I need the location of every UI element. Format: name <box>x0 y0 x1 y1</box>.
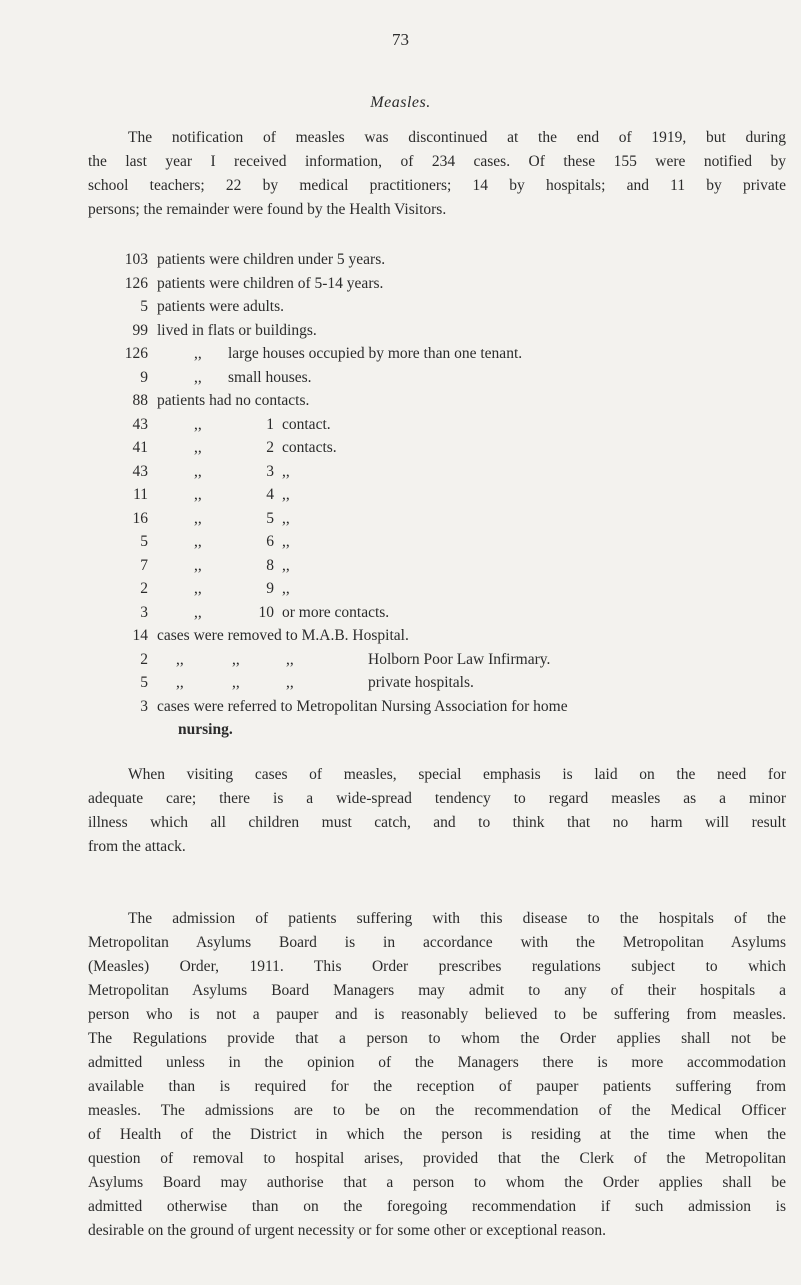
stat-count: 43 <box>132 415 148 433</box>
admission-line: Metropolitan Asylums Board Managers may admit to any of their hospitals a <box>88 982 786 999</box>
stat-text: ,, <box>282 580 290 597</box>
contact-count: 2 <box>266 439 274 456</box>
stat-count: 2 <box>140 580 148 597</box>
stat-count: 88 <box>132 392 148 409</box>
visiting-line: from the attack. <box>88 838 186 855</box>
visiting-line: illness which all children must catch, and to think that no harm will result <box>88 814 786 831</box>
stat-text: contacts. <box>282 439 337 456</box>
admission-line: admitted unless in the opinion of the Managers there is more accommodation <box>88 1054 786 1071</box>
ditto-mark: ,, <box>176 650 184 668</box>
stat-row <box>0 695 801 719</box>
admission-line: desirable on the ground of urgent necessity or for some other or exceptional reason. <box>88 1222 606 1239</box>
stat-text: ,, <box>282 533 290 550</box>
stat-count: 5 <box>140 298 148 315</box>
stat-count: 126 <box>124 274 148 292</box>
contact-count: 5 <box>266 509 274 527</box>
stat-row <box>0 272 801 296</box>
admission-line: Metropolitan Asylums Board is in accordance with the Metropolitan Asylums <box>88 934 786 951</box>
stat-row <box>0 248 801 272</box>
stat-row <box>0 389 801 413</box>
stat-text: patients were children under 5 years. <box>157 251 386 268</box>
stat-count: 9 <box>140 368 148 386</box>
stat-count: 41 <box>132 439 148 456</box>
contact-count: 4 <box>266 486 274 503</box>
stat-row <box>0 413 801 437</box>
stat-text: patients were children of 5-14 years. <box>157 274 384 292</box>
stat-count: 5 <box>140 533 148 550</box>
admission-line: The Regulations provide that a person to whom the Order applies shall not be <box>88 1030 786 1047</box>
stat-count: 5 <box>140 674 148 691</box>
stat-count: 7 <box>140 556 148 574</box>
stat-row <box>0 648 801 672</box>
stat-count: 3 <box>140 697 148 715</box>
admission-line: measles. The admissions are to be on the recommendation of the Medical Officer <box>88 1102 786 1119</box>
stat-text: patients had no contacts. <box>157 392 310 409</box>
admission-line: Asylums Board may authorise that a person to whom the Order applies shall be <box>88 1174 786 1191</box>
contact-count: 9 <box>266 580 274 597</box>
stat-text: ,, <box>282 462 290 480</box>
stat-count: 99 <box>132 321 148 339</box>
ditto-mark: ,, <box>194 439 202 456</box>
intro-line: The notification of measles was discontinued at the end of 1919, but during <box>128 129 786 146</box>
stat-row <box>0 366 801 390</box>
stat-text: patients were adults. <box>157 298 284 315</box>
stat-text: or more contacts. <box>282 603 390 621</box>
stat-row <box>0 624 801 648</box>
ditto-mark: ,, <box>286 674 294 691</box>
ditto-mark: ,, <box>286 650 294 668</box>
intro-line: school teachers; 22 by medical practitioners; 14 by hospitals; and 11 by private <box>88 177 786 194</box>
section-heading: Measles. <box>370 94 431 111</box>
intro-paragraph <box>88 126 786 222</box>
ditto-mark: ,, <box>194 603 202 621</box>
admission-line: (Measles) Order, 1911. This Order prescribes regulations subject to which <box>88 958 786 975</box>
contact-count: 6 <box>266 533 274 550</box>
stat-text: ,, <box>282 556 290 574</box>
ditto-mark: ,, <box>194 580 202 597</box>
stat-row <box>0 436 801 460</box>
admission-line: admitted otherwise than on the foregoing recommendation if such admission is <box>88 1198 786 1215</box>
page-number: 73 <box>392 30 409 49</box>
stat-row <box>0 554 801 578</box>
stat-count: 126 <box>124 345 148 362</box>
stat-text: small houses. <box>228 368 312 386</box>
stat-count: 11 <box>133 486 148 503</box>
ditto-mark: ,, <box>176 674 184 691</box>
ditto-mark: ,, <box>194 368 202 386</box>
stat-continuation: nursing. <box>178 721 233 738</box>
visiting-line: adequate care; there is a wide-spread tendency to regard measles as a minor <box>88 790 786 807</box>
ditto-mark: ,, <box>194 533 202 550</box>
stat-row <box>0 671 801 695</box>
stat-row <box>0 577 801 601</box>
admission-line: question of removal to hospital arises, provided that the Clerk of the Metropolitan <box>88 1150 786 1167</box>
stat-row <box>0 483 801 507</box>
stat-count: 103 <box>124 251 148 268</box>
visiting-line: When visiting cases of measles, special emphasis is laid on the need for <box>128 766 786 783</box>
contact-count: 1 <box>266 415 274 433</box>
contact-count: 10 <box>258 603 274 621</box>
stat-row <box>0 295 801 319</box>
ditto-mark: ,, <box>194 509 202 527</box>
ditto-mark: ,, <box>232 674 240 691</box>
stat-text: lived in flats or buildings. <box>157 321 317 339</box>
stat-row <box>0 342 801 366</box>
stat-text: large houses occupied by more than one tenant. <box>228 345 523 362</box>
admission-line: The admission of patients suffering with this disease to the hospitals of the <box>128 910 786 927</box>
intro-line: persons; the remainder were found by the Health Visitors. <box>88 201 447 218</box>
stat-count: 2 <box>140 650 148 668</box>
stat-row <box>0 601 801 625</box>
ditto-mark: ,, <box>194 415 202 433</box>
stat-text: ,, <box>282 486 290 503</box>
contact-count: 8 <box>266 556 274 574</box>
stat-text: ,, <box>282 509 290 527</box>
admission-line: of Health of the District in which the person is residing at the time when the <box>88 1126 786 1143</box>
visiting-paragraph <box>88 763 786 859</box>
admission-paragraph <box>88 907 786 1243</box>
stat-text: contact. <box>282 415 331 433</box>
contact-count: 3 <box>266 462 274 480</box>
stat-row <box>0 319 801 343</box>
stat-text: private hospitals. <box>368 674 474 691</box>
ditto-mark: ,, <box>194 462 202 480</box>
stat-row <box>0 530 801 554</box>
stat-row <box>0 460 801 484</box>
ditto-mark: ,, <box>194 486 202 503</box>
stat-count: 16 <box>132 509 148 527</box>
stat-text: cases were removed to M.A.B. Hospital. <box>157 627 409 644</box>
stat-text: Holborn Poor Law Infirmary. <box>368 650 551 668</box>
admission-line: available than is required for the reception of pauper patients suffering from <box>88 1078 786 1095</box>
stat-count: 3 <box>140 603 148 621</box>
ditto-mark: ,, <box>232 650 240 668</box>
stat-text: cases were referred to Metropolitan Nursing Association for home <box>157 697 568 715</box>
stat-count: 43 <box>132 462 148 480</box>
ditto-mark: ,, <box>194 345 202 362</box>
admission-line: person who is not a pauper and is reasonably believed to be suffering from measles. <box>88 1006 786 1023</box>
stat-row <box>0 507 801 531</box>
ditto-mark: ,, <box>194 556 202 574</box>
intro-line: the last year I received information, of 234 cases. Of these 155 were notified by <box>88 153 786 170</box>
stat-count: 14 <box>132 627 148 644</box>
